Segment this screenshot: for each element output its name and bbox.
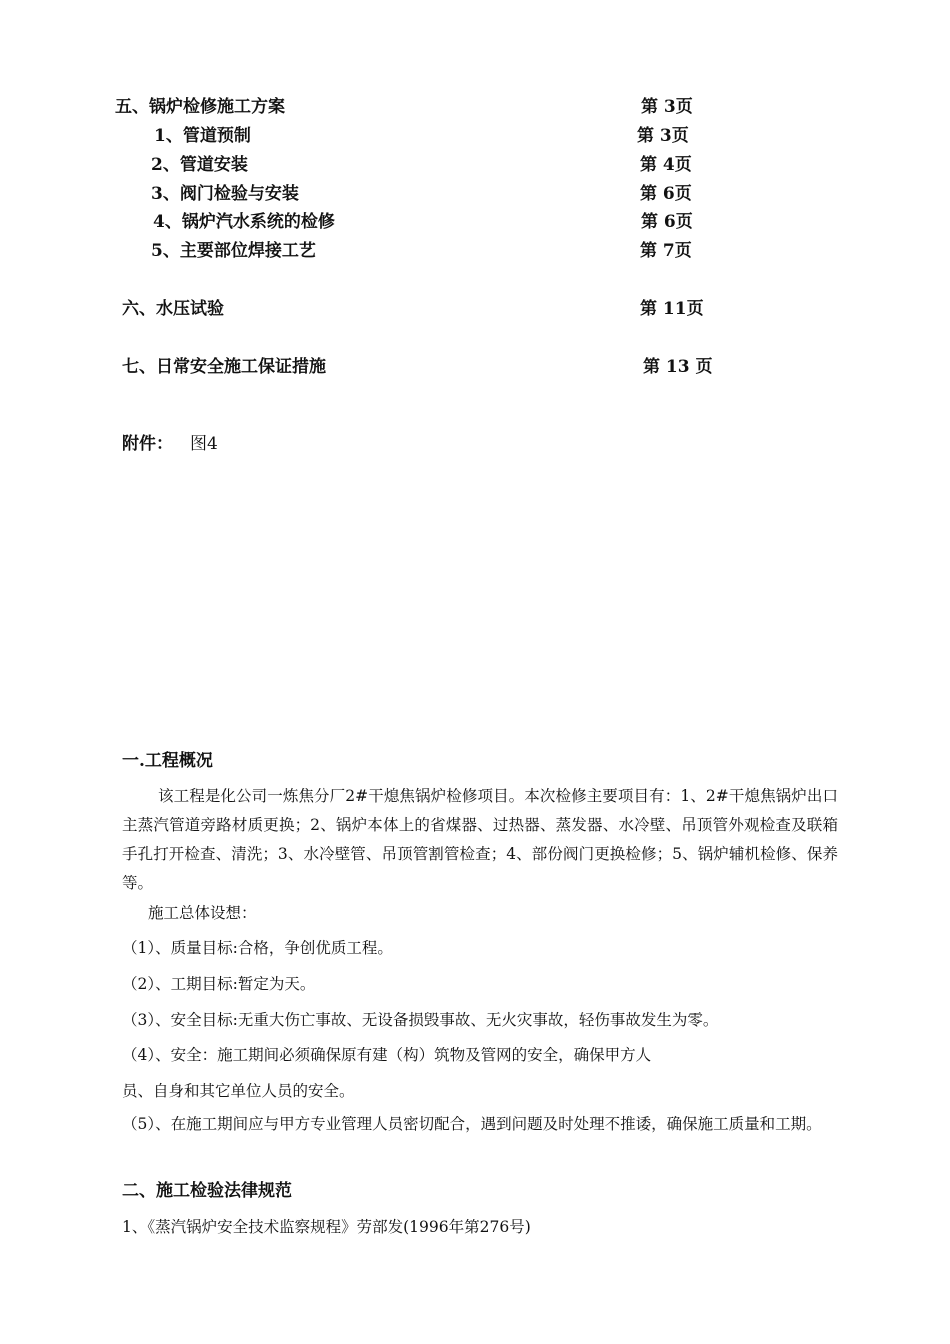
- toc-entry-page: 第 3页: [637, 126, 689, 146]
- toc-entry-title: 5、主要部位焊接工艺: [151, 241, 316, 261]
- plan-item: （1）、质量目标:合格，争创优质工程。: [122, 939, 393, 957]
- toc-entry-page: 第 4页: [640, 155, 692, 175]
- plan-item: 员、自身和其它单位人员的安全。: [122, 1082, 355, 1100]
- toc-entry-page: 第 7页: [640, 241, 692, 261]
- regulation-item: 1、《蒸汽锅炉安全技术监察规程》劳部发(1996年第276号): [122, 1218, 531, 1236]
- section-heading: 二、施工检验法律规范: [122, 1181, 292, 1201]
- toc-entry-page: 第 13 页: [643, 357, 713, 377]
- toc-entry-page: 第 3页: [641, 97, 693, 117]
- plan-item: （3）、安全目标:无重大伤亡事故、无设备损毁事故、无火灾事故，轻伤事故发生为零。: [122, 1011, 719, 1029]
- section-paragraph: 该工程是化公司一炼焦分厂2#干熄焦锅炉检修项目。本次检修主要项目有：1、2#干熄焦锅炉出口主蒸汽管道旁路材质更换；2、锅炉本体上的省煤器、过热器、蒸发器、水冷壁、吊顶管外观检查及联箱手孔打开检查、清洗；3、水冷壁管、吊顶管割管检查；4、部份阀门更换检修；5、锅炉辅机检修、保养等。: [122, 787, 838, 892]
- plan-item: （2）、工期目标:暂定为天。: [122, 975, 316, 993]
- toc-entry-page: 第 11页: [640, 299, 704, 319]
- toc-entry-title: 五、锅炉检修施工方案: [115, 97, 285, 117]
- toc-entry-title: 2、管道安装: [151, 155, 248, 175]
- attachment-value: 图4: [190, 434, 218, 454]
- toc-entry-title: 3、阀门检验与安装: [151, 184, 299, 204]
- plan-item: （5）、在施工期间应与甲方专业管理人员密切配合，遇到问题及时处理不推诿，确保施工质量和工期。: [122, 1115, 822, 1133]
- toc-entry-page: 第 6页: [641, 212, 693, 232]
- attachment-label: 附件：: [122, 434, 173, 454]
- toc-entry-title: 4、锅炉汽水系统的检修: [153, 212, 335, 232]
- section-heading: 一.工程概况: [122, 751, 213, 771]
- toc-entry-title: 1、管道预制: [154, 126, 251, 146]
- toc-entry-title: 七、日常安全施工保证措施: [122, 357, 326, 377]
- toc-entry-page: 第 6页: [640, 184, 692, 204]
- toc-entry-title: 六、水压试验: [122, 299, 224, 319]
- plan-title: 施工总体设想：: [148, 904, 257, 922]
- plan-item: （4）、安全：施工期间必须确保原有建（构）筑物及管网的安全，确保甲方人: [122, 1046, 652, 1064]
